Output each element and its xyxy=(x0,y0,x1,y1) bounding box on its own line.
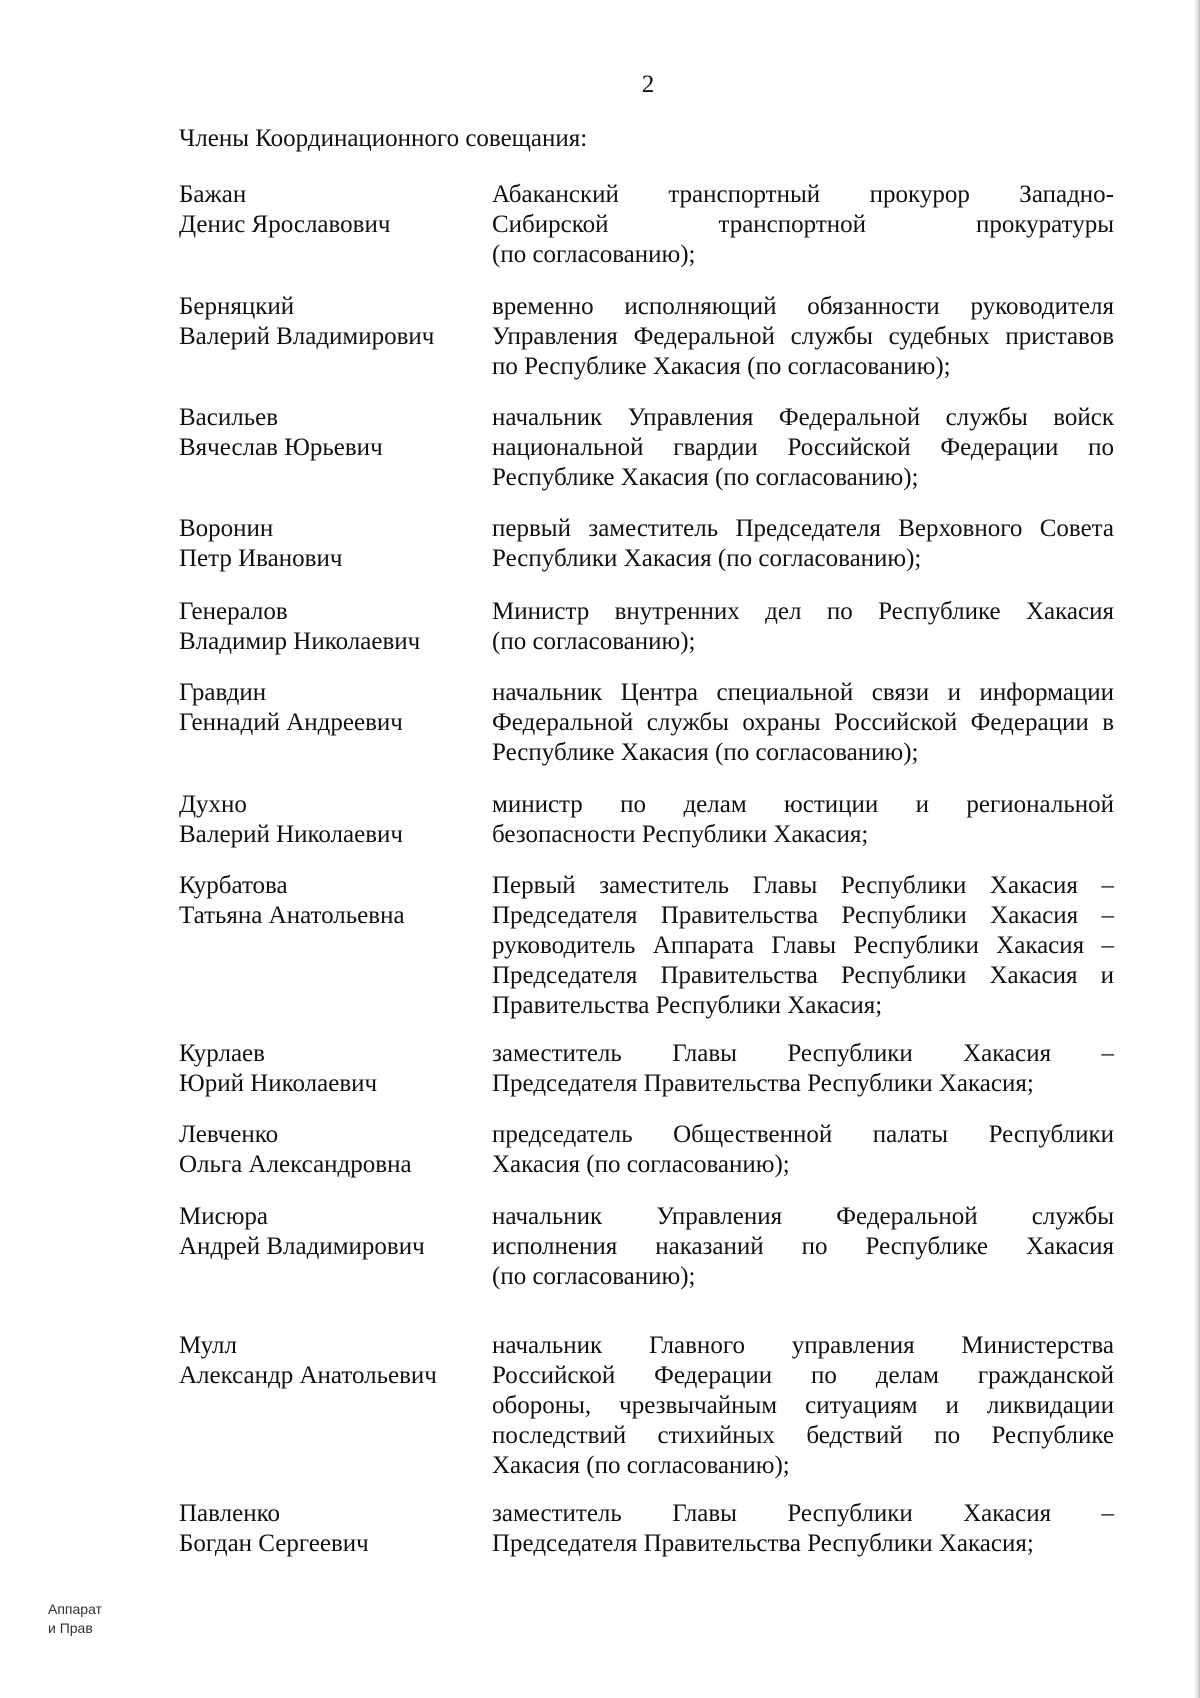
member-position-line: начальник Управления Федеральной службы войск xyxy=(492,404,1114,431)
member-position xyxy=(492,1331,1114,1481)
member-given-names: Денис Ярославович xyxy=(179,211,391,238)
member-position-line: начальник Управления Федеральной службы xyxy=(492,1203,1114,1230)
member-surname: Мисюра xyxy=(179,1203,268,1230)
member-name xyxy=(179,871,479,931)
member-position-line: первый заместитель Председателя Верховного Совета xyxy=(492,515,1114,542)
member-surname: Бажан xyxy=(179,181,247,208)
member-position-line: Председателя Правительства Республики Хакасия; xyxy=(492,1530,1034,1557)
member-name xyxy=(179,597,479,657)
footer-stamp-line: и Прав xyxy=(48,1620,93,1636)
member-position-line: обороны, чрезвычайным ситуациям и ликвидации xyxy=(492,1392,1114,1419)
scan-edge xyxy=(1194,0,1200,1698)
member-surname: Курлаев xyxy=(179,1040,265,1067)
footer-stamp-line: Аппарат xyxy=(48,1601,102,1617)
member-given-names: Петр Иванович xyxy=(179,545,343,572)
member-position-line: временно исполняющий обязанности руководителя xyxy=(492,293,1114,320)
member-surname: Курбатова xyxy=(179,872,288,899)
member-position-line: Хакасия (по согласованию); xyxy=(492,1151,790,1178)
member-position xyxy=(492,180,1114,270)
member-name xyxy=(179,180,479,240)
member-position-line: министр по делам юстиции и региональной xyxy=(492,791,1114,818)
member-given-names: Александр Анатольевич xyxy=(179,1362,437,1389)
member-position-line: председатель Общественной палаты Республики xyxy=(492,1121,1114,1148)
member-position xyxy=(492,514,1114,574)
member-given-names: Юрий Николаевич xyxy=(179,1070,378,1097)
member-position-line: Председателя Правительства Республики Хакасия – xyxy=(492,902,1114,929)
member-name xyxy=(179,403,479,463)
members-heading: Члены Координационного совещания: xyxy=(179,125,588,152)
member-position-line: последствий стихийных бедствий по Республике xyxy=(492,1422,1114,1449)
member-position-line: руководитель Аппарата Главы Республики Хакасия – xyxy=(492,932,1114,959)
member-position-line: Министр внутренних дел по Республике Хакасия xyxy=(492,598,1114,625)
member-given-names: Вячеслав Юрьевич xyxy=(179,434,383,461)
member-position-line: по Республике Хакасия (по согласованию); xyxy=(492,353,951,380)
member-position xyxy=(492,1499,1114,1559)
member-surname: Левченко xyxy=(179,1121,279,1148)
member-given-names: Валерий Николаевич xyxy=(179,821,403,848)
member-given-names: Геннадий Андреевич xyxy=(179,709,403,736)
member-position xyxy=(492,1120,1114,1180)
member-position-line: Абаканский транспортный прокурор Западно- xyxy=(492,181,1114,208)
member-position-line: исполнения наказаний по Республике Хакасия xyxy=(492,1233,1114,1260)
page-number: 2 xyxy=(641,71,655,98)
member-position-line: заместитель Главы Республики Хакасия – xyxy=(492,1040,1114,1067)
member-position xyxy=(492,790,1114,850)
member-position-line: Республике Хакасия (по согласованию); xyxy=(492,464,919,491)
member-position-line: начальник Центра специальной связи и информации xyxy=(492,679,1114,706)
member-position xyxy=(492,1039,1114,1099)
member-name xyxy=(179,1499,479,1559)
member-position-line: Хакасия (по согласованию); xyxy=(492,1452,790,1479)
member-position xyxy=(492,1202,1114,1292)
member-position-line: Правительства Республики Хакасия; xyxy=(492,992,883,1019)
member-position-line: безопасности Республики Хакасия; xyxy=(492,821,869,848)
member-surname: Берняцкий xyxy=(179,293,295,320)
member-surname: Мулл xyxy=(179,1332,237,1359)
member-position-line: Председателя Правительства Республики Хакасия и xyxy=(492,962,1114,989)
member-surname: Васильев xyxy=(179,404,279,431)
member-name xyxy=(179,1331,479,1391)
member-position xyxy=(492,678,1114,768)
member-given-names: Валерий Владимирович xyxy=(179,323,435,350)
member-position-line: Республике Хакасия (по согласованию); xyxy=(492,739,919,766)
member-position-line: Федеральной службы охраны Российской Федерации в xyxy=(492,709,1114,736)
member-position xyxy=(492,403,1114,493)
member-position xyxy=(492,292,1114,382)
member-given-names: Богдан Сергеевич xyxy=(179,1530,369,1557)
member-position-line: (по согласованию); xyxy=(492,1263,696,1290)
member-given-names: Андрей Владимирович xyxy=(179,1233,425,1260)
member-position-line: национальной гвардии Российской Федерации по xyxy=(492,434,1114,461)
member-name xyxy=(179,1039,479,1099)
member-position-line: Республики Хакасия (по согласованию); xyxy=(492,545,922,572)
member-position-line: заместитель Главы Республики Хакасия – xyxy=(492,1500,1114,1527)
member-position-line: (по согласованию); xyxy=(492,628,696,655)
member-position-line: Сибирской транспортной прокуратуры xyxy=(492,211,1114,238)
member-name xyxy=(179,1202,479,1262)
member-position-line: Управления Федеральной службы судебных приставов xyxy=(492,323,1114,350)
member-position xyxy=(492,871,1114,1021)
member-name xyxy=(179,1120,479,1180)
member-name xyxy=(179,514,479,574)
footer-stamp xyxy=(48,1600,102,1638)
member-position-line: Первый заместитель Главы Республики Хакасия – xyxy=(492,872,1114,899)
member-name xyxy=(179,292,479,352)
member-given-names: Ольга Александровна xyxy=(179,1151,412,1178)
member-surname: Гравдин xyxy=(179,679,267,706)
member-position-line: начальник Главного управления Министерства xyxy=(492,1332,1114,1359)
member-name xyxy=(179,790,479,850)
member-given-names: Татьяна Анатольевна xyxy=(179,902,405,929)
member-name xyxy=(179,678,479,738)
member-surname: Генералов xyxy=(179,598,288,625)
member-given-names: Владимир Николаевич xyxy=(179,628,421,655)
member-position xyxy=(492,597,1114,657)
member-position-line: Российской Федерации по делам гражданской xyxy=(492,1362,1114,1389)
member-surname: Павленко xyxy=(179,1500,280,1527)
member-surname: Духно xyxy=(179,791,247,818)
member-position-line: (по согласованию); xyxy=(492,241,696,268)
member-surname: Воронин xyxy=(179,515,274,542)
member-position-line: Председателя Правительства Республики Хакасия; xyxy=(492,1070,1034,1097)
